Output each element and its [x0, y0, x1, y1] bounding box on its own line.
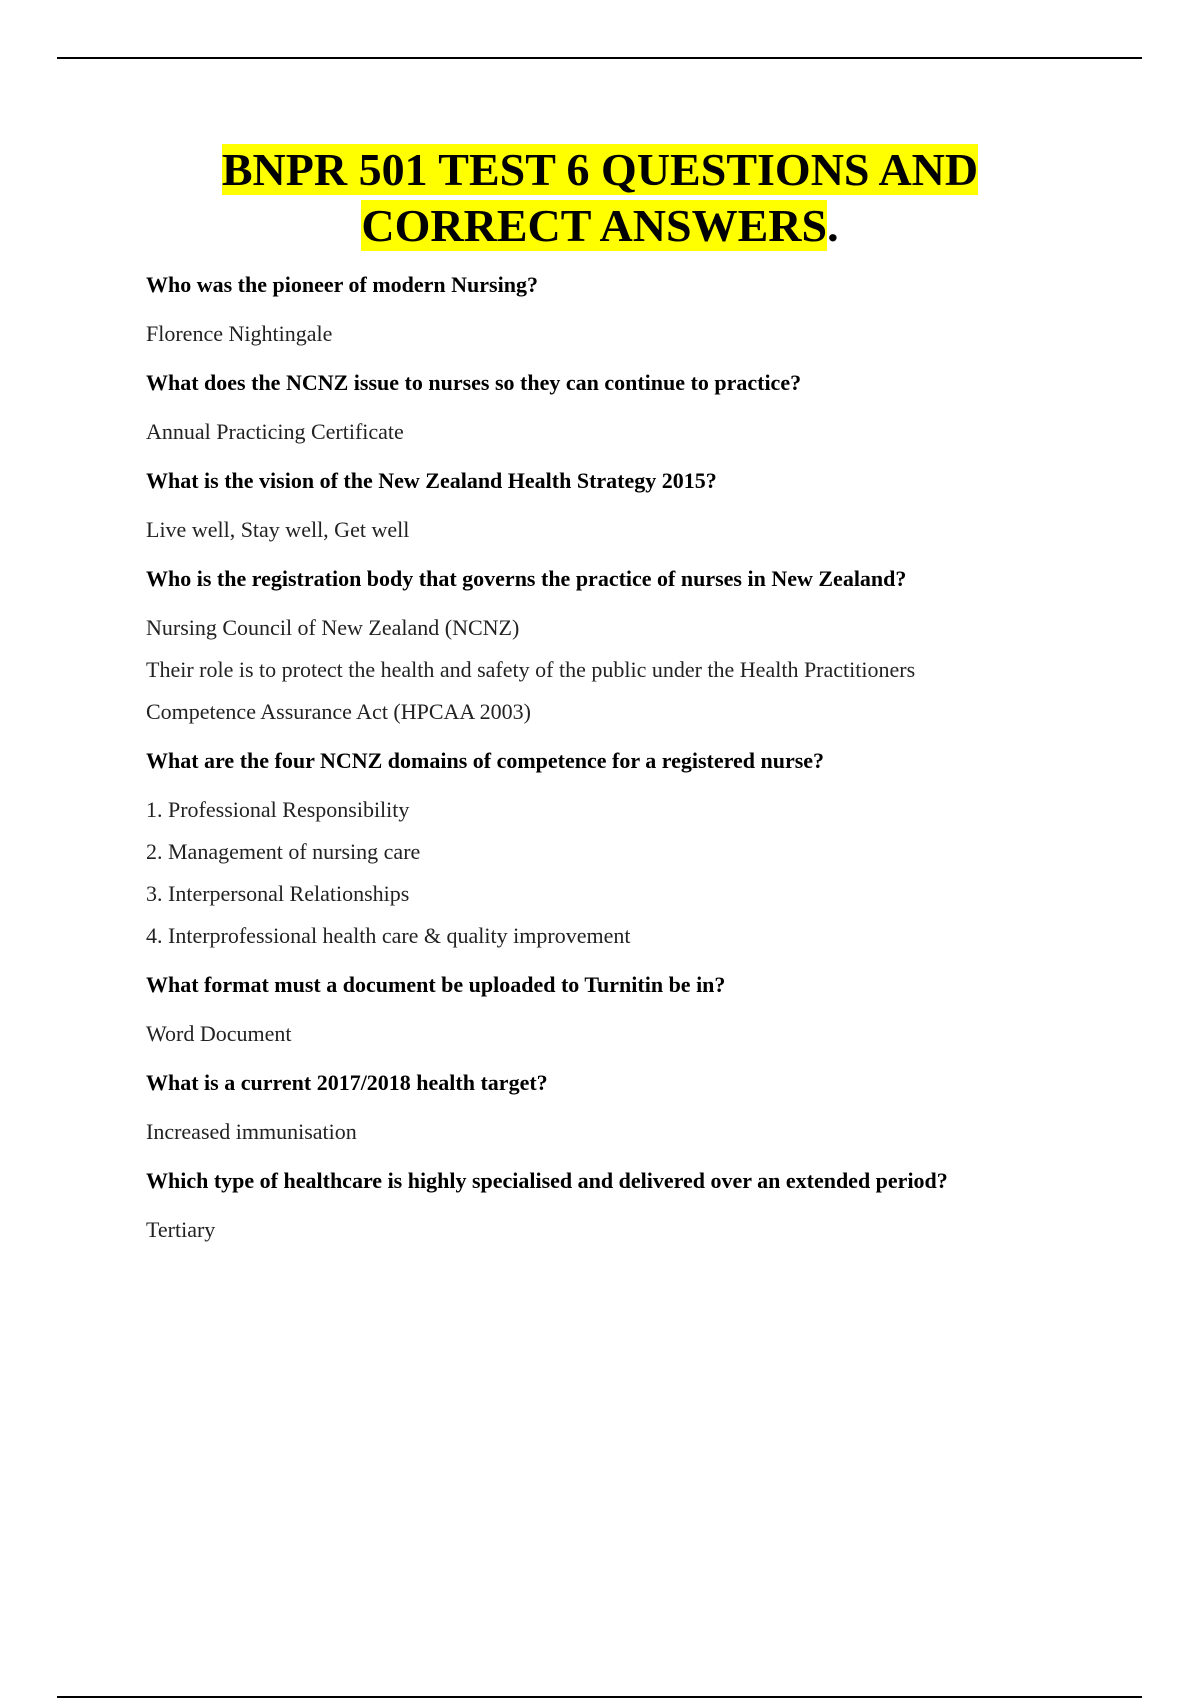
title-line-2: CORRECT ANSWERS: [361, 200, 828, 251]
answer: Competence Assurance Act (HPCAA 2003): [146, 699, 531, 724]
question: What are the four NCNZ domains of competence for a registered nurse?: [146, 748, 825, 773]
question: What is a current 2017/2018 health target?: [146, 1070, 548, 1095]
question: What is the vision of the New Zealand Health Strategy 2015?: [146, 468, 717, 493]
question: What format must a document be uploaded to Turnitin be in?: [146, 972, 726, 997]
answer: Nursing Council of New Zealand (NCNZ): [146, 615, 520, 640]
answer: 3. Interpersonal Relationships: [146, 881, 410, 906]
question: Who is the registration body that governs the practice of nurses in New Zealand?: [146, 566, 907, 591]
answer: 4. Interprofessional health care & quality improvement: [146, 923, 631, 948]
bottom-rule: [57, 1696, 1142, 1698]
answer: Increased immunisation: [146, 1119, 357, 1144]
answer: Word Document: [146, 1021, 292, 1046]
answer: Florence Nightingale: [146, 321, 333, 346]
question: Which type of healthcare is highly specialised and delivered over an extended period?: [146, 1168, 948, 1193]
qa-list: [146, 270, 1106, 1251]
top-rule: [57, 57, 1142, 59]
answer: Live well, Stay well, Get well: [146, 517, 410, 542]
answer: 2. Management of nursing care: [146, 839, 421, 864]
title-line-1: BNPR 501 TEST 6 QUESTIONS AND: [221, 144, 979, 195]
question: Who was the pioneer of modern Nursing?: [146, 272, 538, 297]
question: What does the NCNZ issue to nurses so they can continue to practice?: [146, 370, 802, 395]
document-title: [0, 142, 1200, 254]
title-period: .: [827, 200, 839, 251]
answer: Annual Practicing Certificate: [146, 419, 404, 444]
answer: Tertiary: [146, 1217, 216, 1242]
answer: Their role is to protect the health and safety of the public under the Health Practitioners: [146, 657, 916, 682]
answer: 1. Professional Responsibility: [146, 797, 410, 822]
